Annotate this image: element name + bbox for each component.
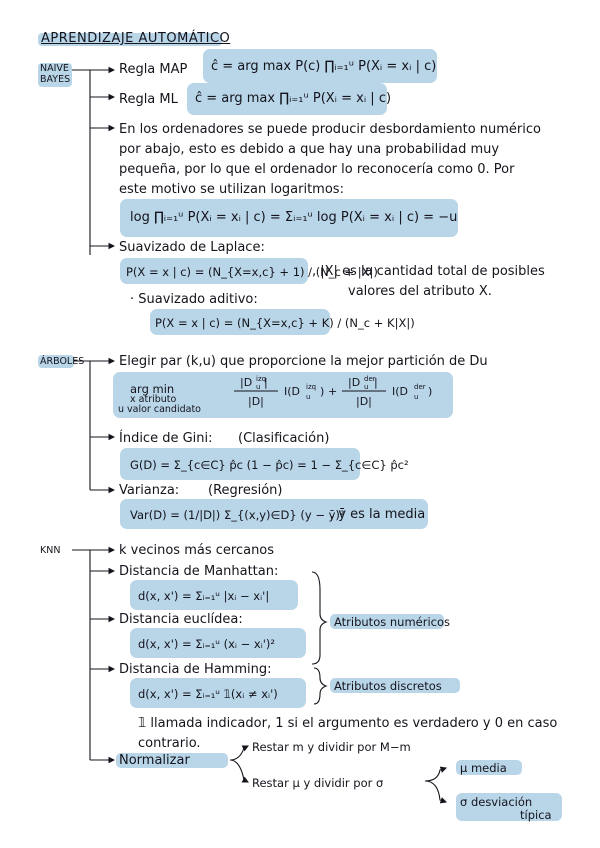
- hamming-label: Distancia de Hamming:: [119, 662, 272, 677]
- svg-text:I(D: I(D: [284, 385, 301, 398]
- log-formula: log ∏ᵢ₌₁ᵘ P(Xᵢ = xᵢ | c) = Σᵢ₌₁ᵘ log P(Xᵢ = xᵢ | c) = −u: [130, 210, 458, 225]
- gini-formula: G(D) = Σ_{c∈C} p̂c (1 − p̂c) = 1 − Σ_{c∈C} p̂c²: [130, 458, 409, 472]
- euclidean-label: Distancia euclídea:: [119, 612, 243, 627]
- hamming-formula: d(x, x') = Σᵢ₌₁ᵘ 𝟙(xᵢ ≠ xᵢ'): [138, 687, 278, 701]
- indicator-text-line2: contrario.: [138, 736, 201, 751]
- normalize-label: Normalizar: [119, 753, 190, 768]
- gini-type: (Clasificación): [238, 431, 330, 446]
- sigma-label: σ desviación: [460, 795, 533, 809]
- underflow-text-line2: por abajo, esto es debido a que hay una probabilidad muy: [119, 142, 500, 157]
- argmin-sub-attribute: x atributo: [130, 394, 177, 405]
- numeric-attrs-label: Atributos numéricos: [334, 615, 451, 629]
- svg-text:|D: |D: [240, 376, 253, 389]
- knn-label: KNN: [40, 545, 61, 556]
- additive-formula: P(X = x | c) = (N_{X=x,c} + K) / (N_c + K|X|): [155, 316, 415, 330]
- discrete-attrs-label: Atributos discretos: [334, 679, 442, 693]
- svg-text:der: der: [414, 383, 426, 391]
- map-formula: ĉ = arg max P(c) ∏ᵢ₌₁ᵘ P(Xᵢ = xᵢ | c): [211, 59, 437, 74]
- svg-text:der: der: [364, 375, 376, 383]
- argmin-label: arg min: [130, 382, 175, 396]
- svg-text:|: |: [374, 376, 378, 389]
- mu-label: μ media: [460, 761, 507, 775]
- svg-text:): ): [320, 385, 325, 398]
- sigma-label-line2: típica: [520, 808, 552, 822]
- variance-label: Varianza:: [119, 483, 180, 498]
- ml-rule-label: Regla ML: [119, 92, 178, 107]
- svg-text:+: +: [328, 385, 338, 398]
- svg-text:I(D: I(D: [392, 385, 409, 398]
- trees-label: ÁRBOLES: [40, 356, 85, 367]
- choose-split-text: Elegir par (k,u) que proporcione la mejor partición de Du: [119, 354, 488, 369]
- knn-neighbors-text: k vecinos más cercanos: [119, 543, 275, 558]
- argmin-sub-candidate: u valor candidato: [118, 404, 201, 415]
- map-rule-label: Regla MAP: [119, 62, 188, 77]
- svg-text:izq: izq: [306, 383, 317, 391]
- variance-note: , ȳ es la media: [330, 507, 426, 522]
- svg-text:izq: izq: [256, 375, 267, 383]
- manhattan-formula: d(x, x') = Σᵢ₌₁ᵘ |xᵢ − xᵢ'|: [138, 589, 270, 603]
- underflow-text-line1: En los ordenadores se puede producir desbordamiento numérico: [119, 122, 541, 137]
- laplace-note-line2: valores del atributo X.: [348, 284, 492, 299]
- svg-text:u: u: [414, 393, 419, 401]
- laplace-note-line1: , |X| es la cantidad total de posibles: [312, 264, 545, 279]
- svg-text:|D: |D: [348, 376, 361, 389]
- euclidean-formula: d(x, x') = Σᵢ₌₁ᵘ (xᵢ − xᵢ')²: [138, 637, 276, 651]
- svg-text:|D|: |D|: [356, 395, 372, 408]
- normalize-option-standard: Restar μ y dividir por σ: [252, 776, 384, 790]
- laplace-label: Suavizado de Laplace:: [119, 240, 265, 255]
- indicator-text-line1: 𝟙 llamada indicador, 1 si el argumento es verdadero y 0 en caso: [138, 716, 558, 731]
- svg-text:|: |: [264, 376, 268, 389]
- underflow-text-line3: pequeña, por lo que el ordenador lo reconocería como 0. Por: [119, 162, 515, 177]
- page-title: APRENDIZAJE AUTOMÁTICO: [41, 31, 231, 46]
- laplace-formula: P(X = x | c) = (N_{X=x,c} + 1) / (N_c + |X|): [126, 265, 378, 279]
- svg-text:|D|: |D|: [248, 395, 264, 408]
- split-cost-formula: [220, 372, 450, 418]
- svg-text:u: u: [364, 383, 369, 391]
- normalize-option-minmax: Restar m y dividir por M−m: [252, 740, 411, 754]
- gini-label: Índice de Gini:: [119, 431, 213, 446]
- additive-label: · Suavizado aditivo:: [130, 292, 258, 307]
- svg-text:u: u: [256, 383, 261, 391]
- svg-text:): ): [428, 385, 433, 398]
- naive-bayes-label: NAIVE BAYES: [40, 63, 71, 85]
- variance-type: (Regresión): [208, 483, 283, 498]
- manhattan-label: Distancia de Manhattan:: [119, 564, 279, 579]
- svg-text:u: u: [306, 393, 311, 401]
- ml-formula: ĉ = arg max ∏ᵢ₌₁ᵘ P(Xᵢ = xᵢ | c): [195, 91, 392, 106]
- variance-formula: Var(D) = (1/|D|) Σ_{(x,y)∈D} (y − ȳ)²: [130, 508, 345, 522]
- underflow-text-line4: este motivo se utilizan logaritmos:: [119, 182, 344, 197]
